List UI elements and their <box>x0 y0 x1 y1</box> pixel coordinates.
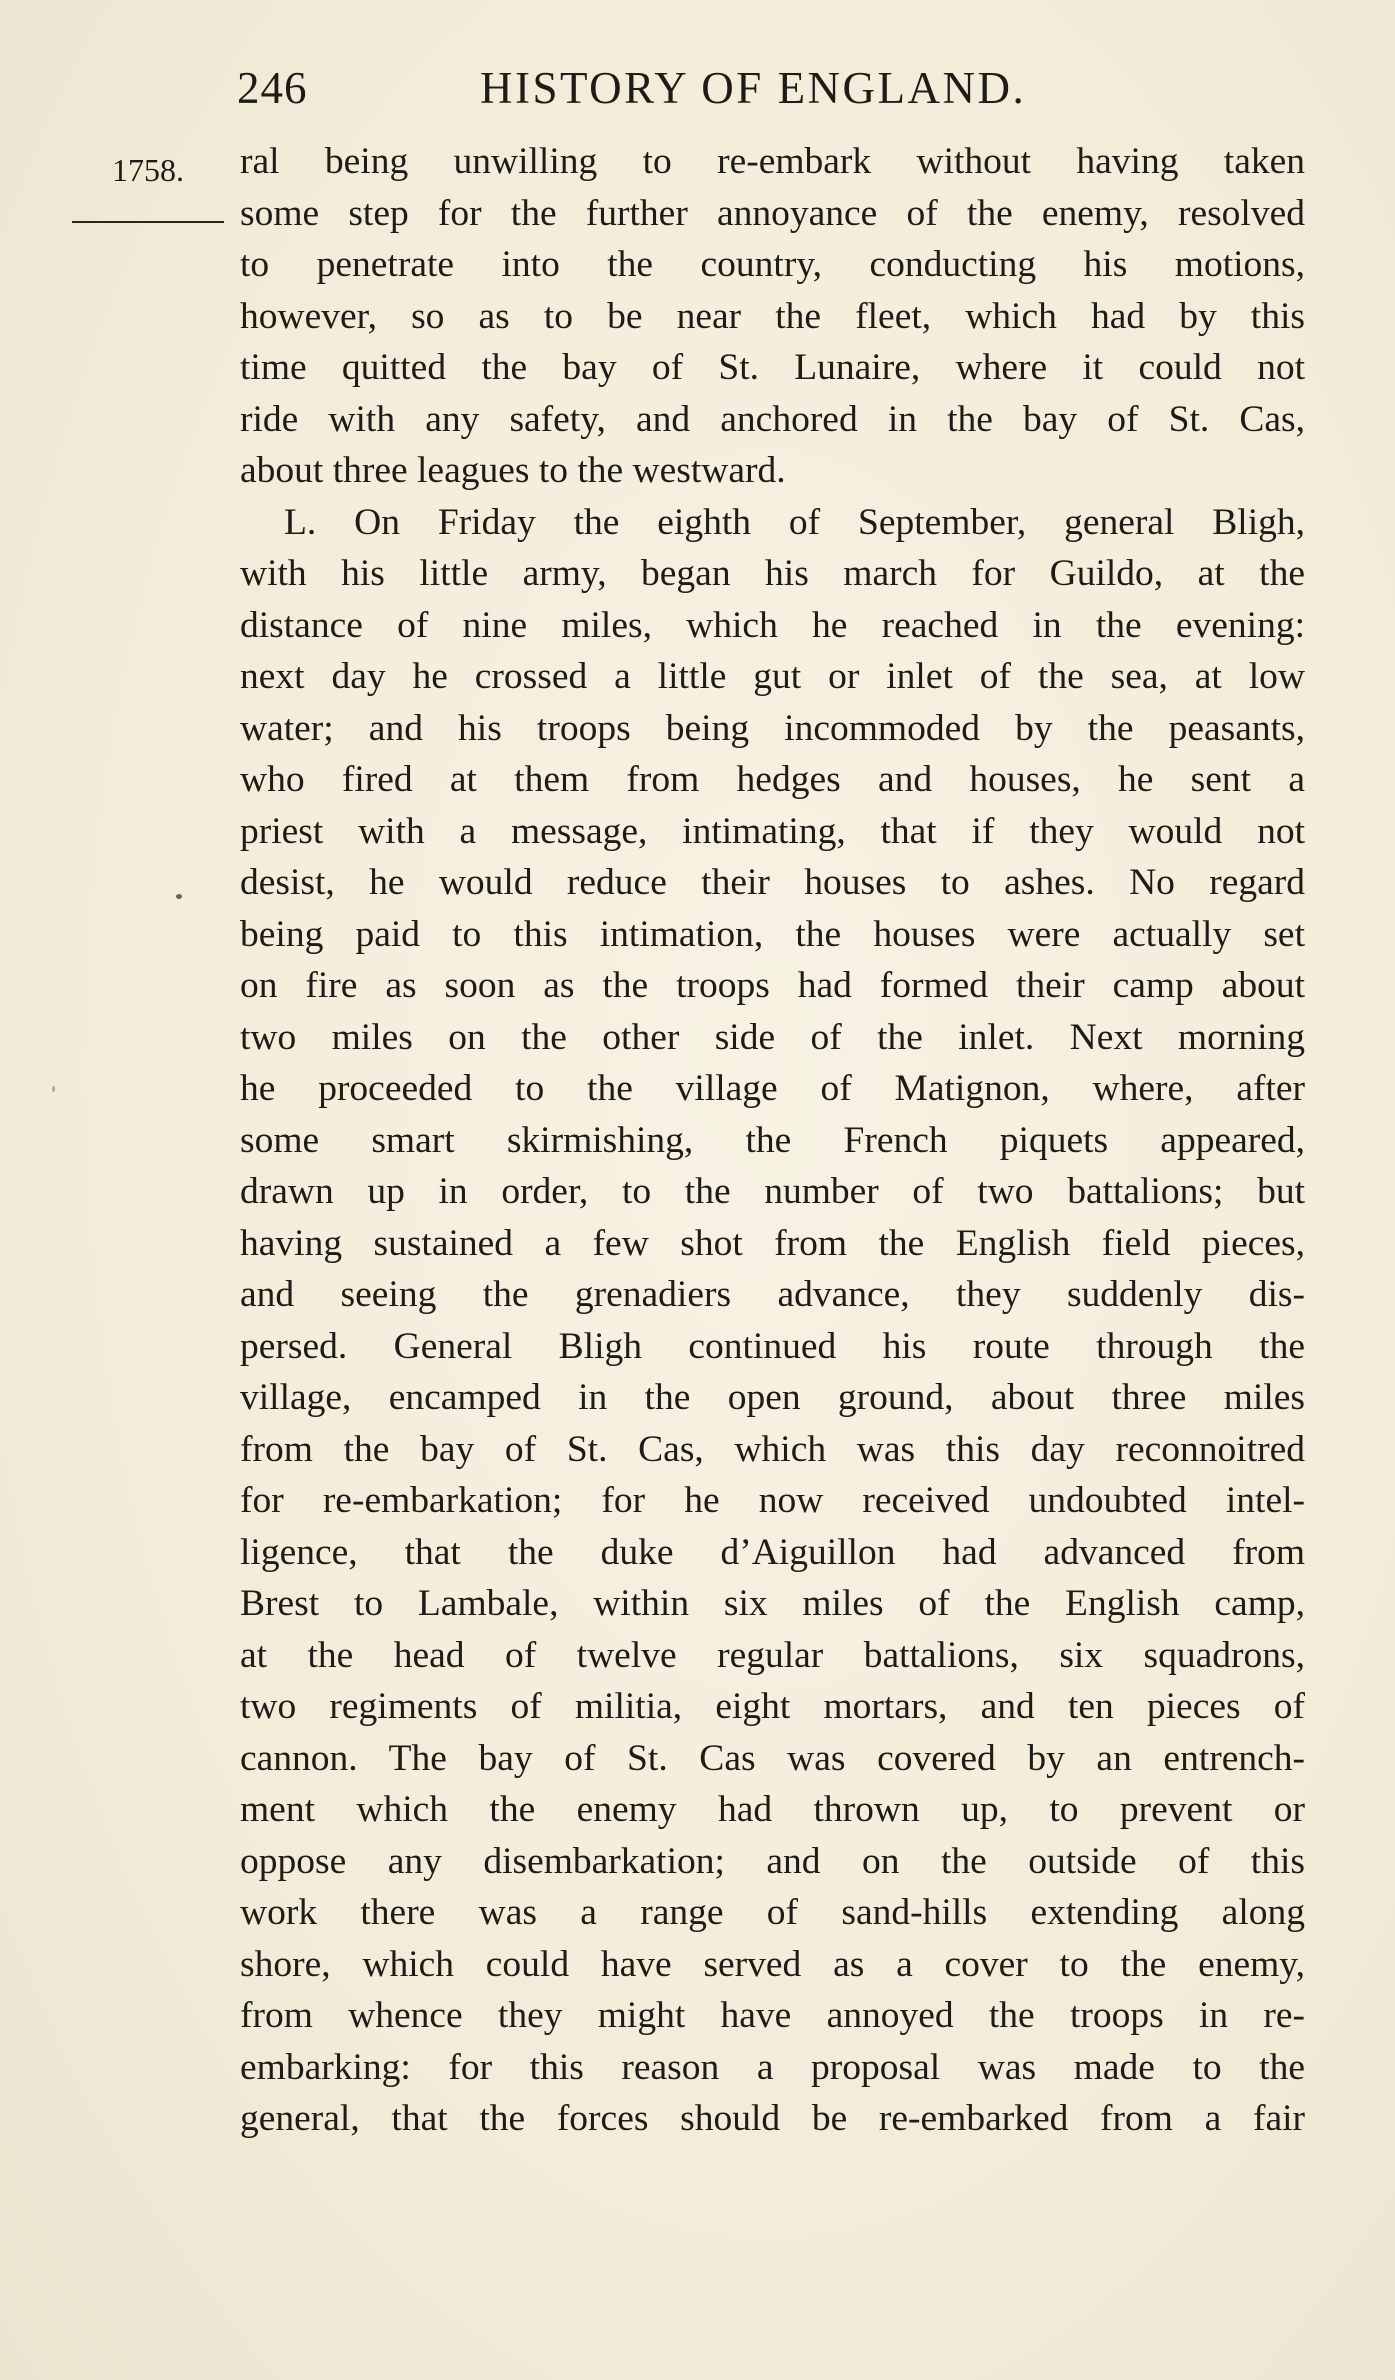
text-line: drawn up in order, to the number of two battalions; but <box>240 1171 1305 1212</box>
paper-speck <box>52 1086 55 1092</box>
text-line: on fire as soon as the troops had formed their camp about <box>240 965 1305 1006</box>
text-line: general, that the forces should be re-embarked from a fair <box>240 2098 1305 2139</box>
text-line: ment which the enemy had thrown up, to prevent or <box>240 1789 1305 1830</box>
text-line: village, encamped in the open ground, about three miles <box>240 1377 1305 1418</box>
text-line: distance of nine miles, which he reached in the evening: <box>240 604 1305 646</box>
paper-speck <box>176 894 182 899</box>
text-line: oppose any disembarkation; and on the outside of this <box>240 1840 1305 1882</box>
text-line: embarking: for this reason a proposal was made to the <box>240 2046 1305 2088</box>
text-line: cannon. The bay of St. Cas was covered by an entrench- <box>240 1737 1305 1779</box>
page-number: 246 <box>237 63 308 113</box>
text-line: at the head of twelve regular battalions, six squadrons, <box>240 1634 1305 1676</box>
text-line: from whence they might have annoyed the troops in re- <box>240 1995 1305 2036</box>
margin-rule <box>72 221 224 223</box>
text-line: about three leagues to the westward. <box>240 450 786 491</box>
text-line: some smart skirmishing, the French piquets appeared, <box>240 1119 1305 1161</box>
text-line: next day he crossed a little gut or inlet of the sea, at low <box>240 656 1305 697</box>
text-line: being paid to this intimation, the houses were actually set <box>240 913 1305 955</box>
text-line: water; and his troops being incommoded by the peasants, <box>240 707 1305 749</box>
text-line: persed. General Bligh continued his route through the <box>240 1325 1305 1367</box>
text-line: with his little army, began his march for Guildo, at the <box>240 553 1305 594</box>
text-line: shore, which could have served as a cover to the enemy, <box>240 1943 1305 1985</box>
text-line: Brest to Lambale, within six miles of the English camp, <box>240 1583 1305 1624</box>
text-line: for re-embarkation; for he now received undoubted intel- <box>240 1480 1305 1521</box>
text-line: to penetrate into the country, conducting his motions, <box>240 244 1305 285</box>
margin-year-note: 1758. <box>112 152 184 188</box>
running-head: HISTORY OF ENGLAND. <box>480 63 1027 113</box>
text-line: who fired at them from hedges and houses, he sent a <box>240 759 1305 800</box>
text-line: having sustained a few shot from the English field pieces, <box>240 1222 1305 1264</box>
text-line: priest with a message, intimating, that if they would not <box>240 810 1305 852</box>
page-header <box>237 62 1097 122</box>
body-text <box>240 136 1305 2145</box>
text-line: he proceeded to the village of Matignon, where, after <box>240 1068 1305 1109</box>
text-line: L. On Friday the eighth of September, general Bligh, <box>284 501 1305 543</box>
text-line: ligence, that the duke d’Aiguillon had advanced from <box>240 1531 1305 1573</box>
text-line: from the bay of St. Cas, which was this day reconnoitred <box>240 1428 1305 1470</box>
text-line: some step for the further annoyance of the enemy, resolved <box>240 192 1305 234</box>
text-line: desist, he would reduce their houses to ashes. No regard <box>240 862 1305 903</box>
text-line: two regiments of militia, eight mortars, and ten pieces of <box>240 1686 1305 1727</box>
text-line: time quitted the bay of St. Lunaire, where it could not <box>240 347 1305 388</box>
text-line: however, so as to be near the fleet, which had by this <box>240 295 1305 337</box>
text-line: work there was a range of sand-hills extending along <box>240 1892 1305 1933</box>
text-line: ral being unwilling to re-embark without having taken <box>240 141 1305 182</box>
text-line: ride with any safety, and anchored in the bay of St. Cas, <box>240 398 1305 440</box>
text-line: and seeing the grenadiers advance, they suddenly dis- <box>240 1274 1305 1315</box>
text-line: two miles on the other side of the inlet. Next morning <box>240 1016 1305 1058</box>
